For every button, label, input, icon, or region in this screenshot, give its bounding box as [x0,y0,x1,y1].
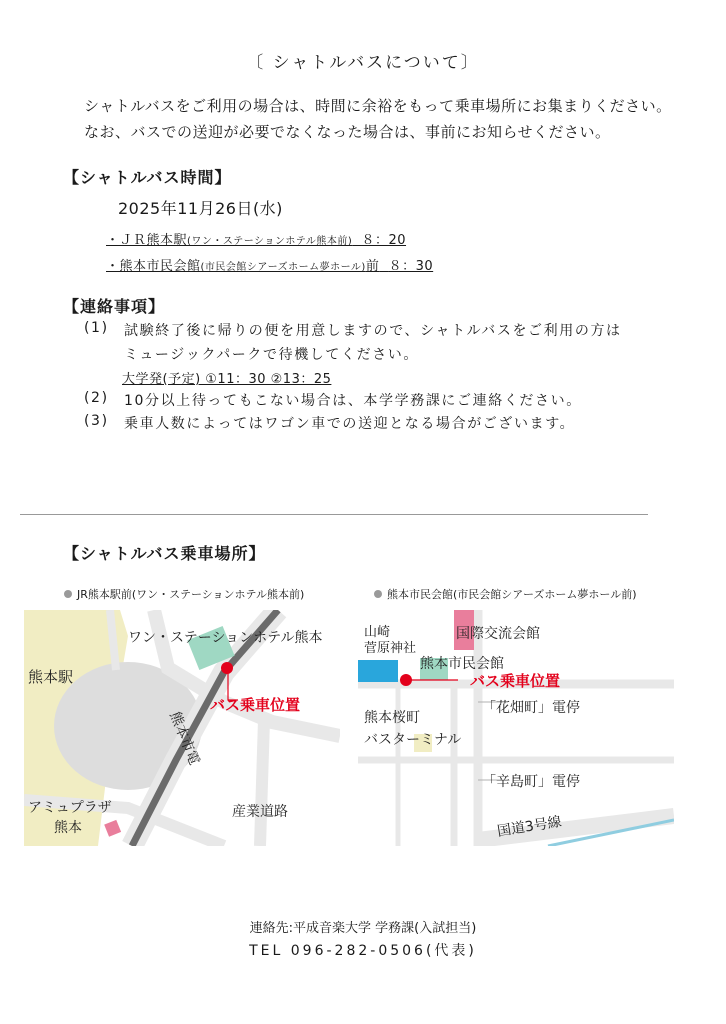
note-number: (3) [84,413,109,429]
exchange-hall-label: 国際交流会館 [456,626,540,642]
intro-line-2: なお、バスでの送迎が必要でなくなった場合は、事前にお知らせください。 [84,123,611,141]
bus-terminal-label-1: 熊本桜町 [364,710,420,726]
intro-line-1: シャトルバスをご利用の場合は、時間に余裕をもって乗車場所にお集まりください。 [84,97,672,115]
stop-name: ・熊本市民会館 [106,259,201,274]
stop-time: ８：20 [361,233,407,248]
route3-label: 国道3号線 [496,813,563,840]
karashima-label: 「辛島町」電停 [482,774,580,790]
station-label: 熊本駅 [28,668,74,686]
bullet-icon [64,590,72,598]
page-title: 〔 シャトルバスについて〕 [246,53,480,73]
bus-terminal-label-2: バスターミナル [364,732,462,748]
note-text: 試験終了後に帰りの便を用意しますので、シャトルバスをご利用の方は [124,323,622,339]
civic-hall-label: 熊本市民会館 [420,656,504,672]
note-text: 乗車人数によってはワゴン車での送迎となる場合がございます。 [124,416,576,432]
bullet-icon [374,590,382,598]
road-label: 産業道路 [232,804,288,820]
bus-stop-marker [400,674,412,686]
contact-phone: TEL 096-282-0506(代表) [249,943,477,959]
bus-stop-marker [221,662,233,674]
bus-stop-label: バス乗車位置 [210,696,301,714]
stop-jr-kumamoto [106,229,406,248]
note-number: (2) [84,390,109,406]
map1-caption-text: JR熊本駅前(ワン・ステーションホテル熊本前) [77,588,305,601]
schedule-date: 2025年11月26日(水) [118,199,283,218]
boarding-heading: 【シャトルバス乗車場所】 [63,544,266,563]
map2-caption-text: 熊本市民会館(市民会館シアーズホーム夢ホール前) [387,588,637,601]
contact-line-1: 連絡先:平成音楽大学 学務課(入試担当) [249,921,477,936]
stop-time: ８：30 [388,259,434,274]
shrine-label-1: 山崎 [364,625,391,640]
amu-plaza-label-2: 熊本 [54,820,82,836]
tram-label: 熊本市電 [166,709,203,768]
note-text: 10分以上待ってもこない場合は、本学学務課にご連絡ください。 [124,393,582,409]
schedule-heading: 【シャトルバス時間】 [63,168,232,187]
stop-civic-hall [106,255,433,274]
stop-detail: (市民会館シアーズホーム夢ホール) [200,262,366,273]
hanabata-label: 「花畑町」電停 [482,700,580,716]
map-jr-kumamoto [24,610,340,846]
section-divider [20,514,648,515]
map2-caption [374,586,636,602]
bus-stop-label: バス乗車位置 [470,672,561,690]
hotel-label: ワン・ステーションホテル熊本 [128,630,323,646]
stop-suffix: 前 [365,259,380,274]
map-civic-hall [358,610,674,846]
civic-hall-building [358,660,398,682]
note-text: ミュージックパークで待機してください。 [124,347,419,363]
notes-heading: 【連絡事項】 [63,297,166,316]
amu-plaza-label-1: アミュプラザ [28,800,112,816]
road [260,720,264,846]
stop-detail: (ワン・ステーションホテル熊本前) [187,236,353,247]
note-number: (1) [84,320,109,336]
map1-caption [64,586,304,602]
stop-name: ・ＪＲ熊本駅 [106,233,188,248]
shrine-label-2: 菅原神社 [364,641,417,656]
departure-times: 大学発(予定) ①11：30 ②13：25 [122,372,332,387]
